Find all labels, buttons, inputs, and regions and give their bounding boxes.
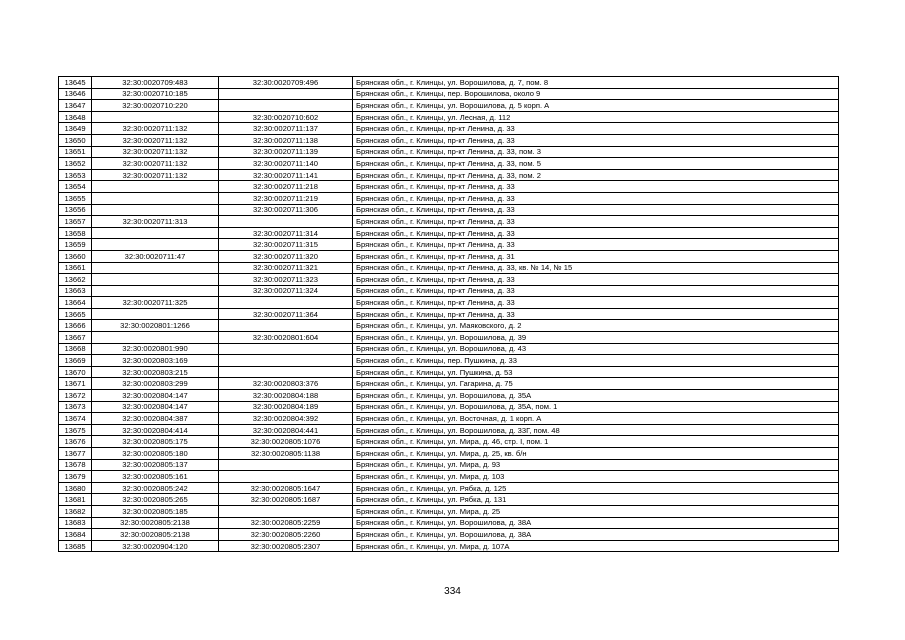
address-cell: Брянская обл., г. Клинцы, пр-кт Ленина, д. 33 bbox=[353, 227, 839, 239]
table-row bbox=[59, 88, 839, 100]
row-number-cell: 13657 bbox=[59, 216, 92, 228]
page-number: 334 bbox=[444, 586, 461, 597]
address-cell: Брянская обл., г. Клинцы, пр-кт Ленина, д. 33 bbox=[353, 123, 839, 135]
address-cell: Брянская обл., г. Клинцы, ул. Мира, д. 93 bbox=[353, 459, 839, 471]
land-cadastral-number-cell: 32:30:0020805:185 bbox=[92, 505, 219, 517]
table-row bbox=[59, 169, 839, 181]
registry-table bbox=[58, 76, 839, 552]
address-cell: Брянская обл., г. Клинцы, ул. Ворошилова, д. 35А, пом. 1 bbox=[353, 401, 839, 413]
table-row bbox=[59, 332, 839, 344]
land-cadastral-number-cell: 32:30:0020904:120 bbox=[92, 540, 219, 552]
object-cadastral-number-cell: 32:30:0020805:1647 bbox=[219, 482, 353, 494]
table-row bbox=[59, 285, 839, 297]
table-row bbox=[59, 529, 839, 541]
land-cadastral-number-cell: 32:30:0020805:2138 bbox=[92, 529, 219, 541]
address-cell: Брянская обл., г. Клинцы, ул. Ворошилова, д. 43 bbox=[353, 343, 839, 355]
row-number-cell: 13665 bbox=[59, 308, 92, 320]
object-cadastral-number-cell bbox=[219, 366, 353, 378]
table-row bbox=[59, 448, 839, 460]
object-cadastral-number-cell: 32:30:0020711:364 bbox=[219, 308, 353, 320]
row-number-cell: 13666 bbox=[59, 320, 92, 332]
object-cadastral-number-cell: 32:30:0020711:320 bbox=[219, 250, 353, 262]
address-cell: Брянская обл., г. Клинцы, ул. Мира, д. 25, кв. б/н bbox=[353, 448, 839, 460]
table-row bbox=[59, 77, 839, 89]
row-number-cell: 13646 bbox=[59, 88, 92, 100]
object-cadastral-number-cell: 32:30:0020805:2307 bbox=[219, 540, 353, 552]
table-row bbox=[59, 216, 839, 228]
row-number-cell: 13659 bbox=[59, 239, 92, 251]
land-cadastral-number-cell bbox=[92, 181, 219, 193]
object-cadastral-number-cell bbox=[219, 505, 353, 517]
land-cadastral-number-cell: 32:30:0020805:180 bbox=[92, 448, 219, 460]
land-cadastral-number-cell bbox=[92, 227, 219, 239]
land-cadastral-number-cell: 32:30:0020709:483 bbox=[92, 77, 219, 89]
table-row bbox=[59, 239, 839, 251]
land-cadastral-number-cell: 32:30:0020711:132 bbox=[92, 158, 219, 170]
address-cell: Брянская обл., г. Клинцы, ул. Маяковского, д. 2 bbox=[353, 320, 839, 332]
land-cadastral-number-cell: 32:30:0020804:147 bbox=[92, 401, 219, 413]
row-number-cell: 13653 bbox=[59, 169, 92, 181]
object-cadastral-number-cell: 32:30:0020801:604 bbox=[219, 332, 353, 344]
address-cell: Брянская обл., г. Клинцы, ул. Лесная, д. 112 bbox=[353, 111, 839, 123]
object-cadastral-number-cell: 32:30:0020711:315 bbox=[219, 239, 353, 251]
land-cadastral-number-cell bbox=[92, 332, 219, 344]
address-cell: Брянская обл., г. Клинцы, пр-кт Ленина, д. 33 bbox=[353, 134, 839, 146]
object-cadastral-number-cell: 32:30:0020805:1687 bbox=[219, 494, 353, 506]
row-number-cell: 13670 bbox=[59, 366, 92, 378]
object-cadastral-number-cell: 32:30:0020711:218 bbox=[219, 181, 353, 193]
land-cadastral-number-cell bbox=[92, 274, 219, 286]
address-cell: Брянская обл., г. Клинцы, ул. Ворошилова, д. 5 корп. А bbox=[353, 100, 839, 112]
land-cadastral-number-cell bbox=[92, 308, 219, 320]
table-row bbox=[59, 355, 839, 367]
row-number-cell: 13664 bbox=[59, 297, 92, 309]
address-cell: Брянская обл., г. Клинцы, пр-кт Ленина, д. 33 bbox=[353, 192, 839, 204]
object-cadastral-number-cell: 32:30:0020804:392 bbox=[219, 413, 353, 425]
row-number-cell: 13650 bbox=[59, 134, 92, 146]
address-cell: Брянская обл., г. Клинцы, ул. Мира, д. 25 bbox=[353, 505, 839, 517]
address-cell: Брянская обл., г. Клинцы, пр-кт Ленина, д. 33 bbox=[353, 239, 839, 251]
address-cell: Брянская обл., г. Клинцы, пр-кт Ленина, д. 33 bbox=[353, 308, 839, 320]
address-cell: Брянская обл., г. Клинцы, пр-кт Ленина, д. 31 bbox=[353, 250, 839, 262]
land-cadastral-number-cell bbox=[92, 204, 219, 216]
row-number-cell: 13652 bbox=[59, 158, 92, 170]
table-row bbox=[59, 494, 839, 506]
land-cadastral-number-cell: 32:30:0020711:132 bbox=[92, 146, 219, 158]
land-cadastral-number-cell: 32:30:0020803:299 bbox=[92, 378, 219, 390]
address-cell: Брянская обл., г. Клинцы, ул. Гагарина, д. 75 bbox=[353, 378, 839, 390]
row-number-cell: 13645 bbox=[59, 77, 92, 89]
address-cell: Брянская обл., г. Клинцы, пр-кт Ленина, д. 33, кв. № 14, № 15 bbox=[353, 262, 839, 274]
table-row bbox=[59, 540, 839, 552]
object-cadastral-number-cell: 32:30:0020711:321 bbox=[219, 262, 353, 274]
object-cadastral-number-cell: 32:30:0020711:219 bbox=[219, 192, 353, 204]
table-row bbox=[59, 413, 839, 425]
object-cadastral-number-cell: 32:30:0020711:141 bbox=[219, 169, 353, 181]
object-cadastral-number-cell: 32:30:0020711:314 bbox=[219, 227, 353, 239]
address-cell: Брянская обл., г. Клинцы, пр-кт Ленина, д. 33, пом. 3 bbox=[353, 146, 839, 158]
object-cadastral-number-cell: 32:30:0020803:376 bbox=[219, 378, 353, 390]
table-row bbox=[59, 146, 839, 158]
address-cell: Брянская обл., г. Клинцы, ул. Ворошилова, д. 39 bbox=[353, 332, 839, 344]
land-cadastral-number-cell: 32:30:0020711:313 bbox=[92, 216, 219, 228]
row-number-cell: 13681 bbox=[59, 494, 92, 506]
object-cadastral-number-cell: 32:30:0020804:441 bbox=[219, 424, 353, 436]
table-row bbox=[59, 436, 839, 448]
table-row bbox=[59, 459, 839, 471]
object-cadastral-number-cell bbox=[219, 88, 353, 100]
object-cadastral-number-cell: 32:30:0020805:1076 bbox=[219, 436, 353, 448]
object-cadastral-number-cell bbox=[219, 216, 353, 228]
address-cell: Брянская обл., г. Клинцы, ул. Ворошилова, д. 7, пом. 8 bbox=[353, 77, 839, 89]
address-cell: Брянская обл., г. Клинцы, пр-кт Ленина, д. 33 bbox=[353, 204, 839, 216]
land-cadastral-number-cell: 32:30:0020803:169 bbox=[92, 355, 219, 367]
object-cadastral-number-cell: 32:30:0020711:140 bbox=[219, 158, 353, 170]
row-number-cell: 13685 bbox=[59, 540, 92, 552]
table-row bbox=[59, 111, 839, 123]
row-number-cell: 13677 bbox=[59, 448, 92, 460]
table-row bbox=[59, 158, 839, 170]
object-cadastral-number-cell: 32:30:0020805:2260 bbox=[219, 529, 353, 541]
address-cell: Брянская обл., г. Клинцы, ул. Мира, д. 107А bbox=[353, 540, 839, 552]
land-cadastral-number-cell: 32:30:0020711:132 bbox=[92, 123, 219, 135]
object-cadastral-number-cell bbox=[219, 320, 353, 332]
address-cell: Брянская обл., г. Клинцы, ул. Рябка, д. 131 bbox=[353, 494, 839, 506]
row-number-cell: 13658 bbox=[59, 227, 92, 239]
table-row bbox=[59, 262, 839, 274]
land-cadastral-number-cell: 32:30:0020805:242 bbox=[92, 482, 219, 494]
address-cell: Брянская обл., г. Клинцы, ул. Рябка, д. 125 bbox=[353, 482, 839, 494]
table-row bbox=[59, 227, 839, 239]
row-number-cell: 13661 bbox=[59, 262, 92, 274]
row-number-cell: 13649 bbox=[59, 123, 92, 135]
table-row bbox=[59, 297, 839, 309]
address-cell: Брянская обл., г. Клинцы, ул. Ворошилова, д. 35А bbox=[353, 390, 839, 402]
row-number-cell: 13669 bbox=[59, 355, 92, 367]
object-cadastral-number-cell bbox=[219, 355, 353, 367]
row-number-cell: 13674 bbox=[59, 413, 92, 425]
land-cadastral-number-cell: 32:30:0020711:325 bbox=[92, 297, 219, 309]
land-cadastral-number-cell bbox=[92, 192, 219, 204]
object-cadastral-number-cell bbox=[219, 297, 353, 309]
address-cell: Брянская обл., г. Клинцы, пр-кт Ленина, д. 33 bbox=[353, 216, 839, 228]
land-cadastral-number-cell: 32:30:0020805:175 bbox=[92, 436, 219, 448]
row-number-cell: 13668 bbox=[59, 343, 92, 355]
object-cadastral-number-cell: 32:30:0020711:306 bbox=[219, 204, 353, 216]
land-cadastral-number-cell: 32:30:0020801:1266 bbox=[92, 320, 219, 332]
object-cadastral-number-cell: 32:30:0020711:324 bbox=[219, 285, 353, 297]
table-row bbox=[59, 517, 839, 529]
row-number-cell: 13676 bbox=[59, 436, 92, 448]
land-cadastral-number-cell: 32:30:0020805:2138 bbox=[92, 517, 219, 529]
table-row bbox=[59, 482, 839, 494]
object-cadastral-number-cell bbox=[219, 343, 353, 355]
land-cadastral-number-cell: 32:30:0020711:47 bbox=[92, 250, 219, 262]
address-cell: Брянская обл., г. Клинцы, пер. Пушкина, д. 33 bbox=[353, 355, 839, 367]
table-row bbox=[59, 505, 839, 517]
object-cadastral-number-cell: 32:30:0020805:1138 bbox=[219, 448, 353, 460]
address-cell: Брянская обл., г. Клинцы, ул. Мира, д. 46, стр. I, пом. 1 bbox=[353, 436, 839, 448]
land-cadastral-number-cell: 32:30:0020801:990 bbox=[92, 343, 219, 355]
land-cadastral-number-cell: 32:30:0020711:132 bbox=[92, 169, 219, 181]
registry-table-body bbox=[59, 77, 839, 552]
address-cell: Брянская обл., г. Клинцы, ул. Пушкина, д. 53 bbox=[353, 366, 839, 378]
land-cadastral-number-cell: 32:30:0020805:161 bbox=[92, 471, 219, 483]
row-number-cell: 13647 bbox=[59, 100, 92, 112]
object-cadastral-number-cell: 32:30:0020711:138 bbox=[219, 134, 353, 146]
address-cell: Брянская обл., г. Клинцы, пр-кт Ленина, д. 33 bbox=[353, 181, 839, 193]
address-cell: Брянская обл., г. Клинцы, пр-кт Ленина, д. 33 bbox=[353, 297, 839, 309]
table-row bbox=[59, 100, 839, 112]
table-row bbox=[59, 250, 839, 262]
object-cadastral-number-cell bbox=[219, 459, 353, 471]
address-cell: Брянская обл., г. Клинцы, ул. Ворошилова, д. 33Г, пом. 48 bbox=[353, 424, 839, 436]
row-number-cell: 13648 bbox=[59, 111, 92, 123]
row-number-cell: 13683 bbox=[59, 517, 92, 529]
address-cell: Брянская обл., г. Клинцы, пр-кт Ленина, д. 33 bbox=[353, 285, 839, 297]
land-cadastral-number-cell bbox=[92, 239, 219, 251]
row-number-cell: 13671 bbox=[59, 378, 92, 390]
row-number-cell: 13667 bbox=[59, 332, 92, 344]
land-cadastral-number-cell: 32:30:0020805:137 bbox=[92, 459, 219, 471]
row-number-cell: 13662 bbox=[59, 274, 92, 286]
row-number-cell: 13655 bbox=[59, 192, 92, 204]
table-row bbox=[59, 192, 839, 204]
table-row bbox=[59, 471, 839, 483]
land-cadastral-number-cell bbox=[92, 262, 219, 274]
address-cell: Брянская обл., г. Клинцы, пр-кт Ленина, д. 33 bbox=[353, 274, 839, 286]
land-cadastral-number-cell: 32:30:0020804:414 bbox=[92, 424, 219, 436]
row-number-cell: 13654 bbox=[59, 181, 92, 193]
table-row bbox=[59, 204, 839, 216]
row-number-cell: 13672 bbox=[59, 390, 92, 402]
address-cell: Брянская обл., г. Клинцы, пер. Ворошилова, около 9 bbox=[353, 88, 839, 100]
address-cell: Брянская обл., г. Клинцы, ул. Мира, д. 103 bbox=[353, 471, 839, 483]
object-cadastral-number-cell: 32:30:0020710:602 bbox=[219, 111, 353, 123]
table-row bbox=[59, 424, 839, 436]
land-cadastral-number-cell: 32:30:0020804:147 bbox=[92, 390, 219, 402]
object-cadastral-number-cell bbox=[219, 471, 353, 483]
object-cadastral-number-cell: 32:30:0020804:189 bbox=[219, 401, 353, 413]
row-number-cell: 13679 bbox=[59, 471, 92, 483]
land-cadastral-number-cell: 32:30:0020710:185 bbox=[92, 88, 219, 100]
table-row bbox=[59, 274, 839, 286]
address-cell: Брянская обл., г. Клинцы, ул. Ворошилова, д. 38А bbox=[353, 529, 839, 541]
object-cadastral-number-cell: 32:30:0020804:188 bbox=[219, 390, 353, 402]
table-row bbox=[59, 390, 839, 402]
land-cadastral-number-cell: 32:30:0020711:132 bbox=[92, 134, 219, 146]
row-number-cell: 13656 bbox=[59, 204, 92, 216]
row-number-cell: 13673 bbox=[59, 401, 92, 413]
land-cadastral-number-cell: 32:30:0020804:387 bbox=[92, 413, 219, 425]
row-number-cell: 13680 bbox=[59, 482, 92, 494]
object-cadastral-number-cell bbox=[219, 100, 353, 112]
table-row bbox=[59, 320, 839, 332]
table-row bbox=[59, 134, 839, 146]
address-cell: Брянская обл., г. Клинцы, пр-кт Ленина, д. 33, пом. 5 bbox=[353, 158, 839, 170]
land-cadastral-number-cell: 32:30:0020710:220 bbox=[92, 100, 219, 112]
land-cadastral-number-cell: 32:30:0020803:215 bbox=[92, 366, 219, 378]
table-row bbox=[59, 378, 839, 390]
row-number-cell: 13651 bbox=[59, 146, 92, 158]
row-number-cell: 13682 bbox=[59, 505, 92, 517]
row-number-cell: 13663 bbox=[59, 285, 92, 297]
object-cadastral-number-cell: 32:30:0020711:137 bbox=[219, 123, 353, 135]
land-cadastral-number-cell bbox=[92, 285, 219, 297]
row-number-cell: 13675 bbox=[59, 424, 92, 436]
table-row bbox=[59, 181, 839, 193]
land-cadastral-number-cell bbox=[92, 111, 219, 123]
table-row bbox=[59, 343, 839, 355]
row-number-cell: 13684 bbox=[59, 529, 92, 541]
row-number-cell: 13678 bbox=[59, 459, 92, 471]
table-row bbox=[59, 401, 839, 413]
land-cadastral-number-cell: 32:30:0020805:265 bbox=[92, 494, 219, 506]
object-cadastral-number-cell: 32:30:0020711:323 bbox=[219, 274, 353, 286]
table-row bbox=[59, 366, 839, 378]
table-row bbox=[59, 308, 839, 320]
table-row bbox=[59, 123, 839, 135]
address-cell: Брянская обл., г. Клинцы, ул. Ворошилова, д. 38А bbox=[353, 517, 839, 529]
address-cell: Брянская обл., г. Клинцы, пр-кт Ленина, д. 33, пом. 2 bbox=[353, 169, 839, 181]
row-number-cell: 13660 bbox=[59, 250, 92, 262]
object-cadastral-number-cell: 32:30:0020711:139 bbox=[219, 146, 353, 158]
object-cadastral-number-cell: 32:30:0020805:2259 bbox=[219, 517, 353, 529]
address-cell: Брянская обл., г. Клинцы, ул. Восточная, д. 1 корп. А bbox=[353, 413, 839, 425]
object-cadastral-number-cell: 32:30:0020709:496 bbox=[219, 77, 353, 89]
